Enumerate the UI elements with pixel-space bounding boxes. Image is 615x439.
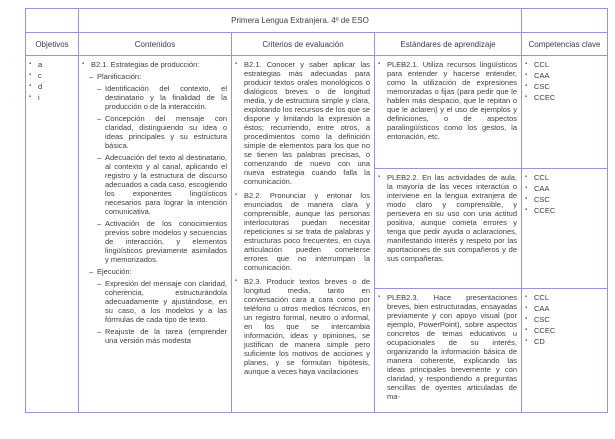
list-item (525, 184, 603, 193)
list-item (97, 219, 227, 264)
item-text: a (38, 60, 43, 69)
objetivos-cell (26, 56, 79, 413)
list-item (525, 337, 603, 346)
dash-icon: – (97, 84, 102, 93)
bullet-icon: ▪ (29, 61, 32, 67)
bullet-icon: ▪ (525, 72, 528, 78)
item-text: B2.3. Producir textos breves o de longitud media, tanto en conversación cara a cara como por teléfono u otros medios técnicos, en un registro formal, neutro o informal, en los que se intercambia información, ideas y opiniones, se justifican de manera simple pero suficiente los motivos de acciones y planes, y se formulan hipótesis, aunque a veces haya vacilaciones (244, 277, 370, 376)
item-text: B2.1. Conocer y saber aplicar las estrategias más adecuadas para producir textos orales monológicos o dialógicos breves o de longitud media, y de estructura simple y clara, explotando los recursos de los que se dispone y limitando la expresión a éstos; recurriendo, entre otros, a procedimientos como la definición simple de elementos para los que no se tienen las palabras precisas, o comenzando de nuevo con una nueva estrategia cuando falla la comunicación. (244, 60, 370, 186)
list-item (89, 267, 227, 276)
column-header-objetivos: Objetivos (26, 33, 79, 56)
list-item (97, 327, 227, 345)
competencias-cell-3 (522, 289, 608, 413)
item-text: Concepción del mensaje con claridad, distinguiendo su idea o ideas principales y su estructura básica. (105, 114, 227, 150)
bullet-icon: ▪ (525, 316, 528, 322)
list-item (235, 277, 370, 376)
criterios-cell (232, 56, 375, 413)
competencias-cell-2 (522, 169, 608, 289)
list-item (97, 279, 227, 324)
column-header-competencias: Competencias clave (522, 33, 608, 56)
item-text: CSC (534, 82, 550, 91)
list-item (525, 304, 603, 313)
bullet-icon: ▪ (29, 94, 32, 100)
list-item (525, 93, 603, 102)
bullet-icon: ▪ (378, 61, 381, 67)
list-item (525, 82, 603, 91)
list-item (378, 173, 517, 263)
item-text: i (38, 93, 40, 102)
bullet-icon: ▪ (525, 338, 528, 344)
dash-icon: – (97, 153, 102, 162)
list-item (235, 191, 370, 272)
header-corner-right (522, 9, 608, 33)
list-item (525, 206, 603, 215)
item-text: CSC (534, 315, 550, 324)
bullet-icon: ▪ (525, 196, 528, 202)
bullet-icon: ▪ (82, 61, 85, 67)
list-item (525, 195, 603, 204)
item-text: CCL (534, 60, 550, 69)
list-item (89, 72, 227, 81)
bullet-icon: ▪ (525, 83, 528, 89)
table-title: Primera Lengua Extranjera. 4º de ESO (79, 9, 522, 33)
list-item (378, 60, 517, 141)
estandar-cell-1 (375, 56, 522, 169)
item-text: B2.1. Estrategias de producción: (91, 60, 200, 69)
item-text: Reajuste de la tarea (emprender una versión más modesta (105, 327, 227, 345)
bullet-icon: ▪ (29, 83, 32, 89)
bullet-icon: ▪ (525, 294, 528, 300)
list-item (29, 93, 74, 102)
list-item (525, 293, 603, 302)
item-text: CCL (534, 293, 550, 302)
bullet-icon: ▪ (525, 305, 528, 311)
bullet-icon: ▪ (378, 294, 381, 300)
item-text: CCL (534, 173, 550, 182)
column-header-criterios: Criterios de evaluación (232, 33, 375, 56)
item-text: CD (534, 337, 545, 346)
list-item (525, 173, 603, 182)
list-item (378, 293, 517, 401)
item-text: CCEC (534, 326, 556, 335)
bullet-icon: ▪ (29, 72, 32, 78)
item-text: PLEB2.1. Utiliza recursos lingüísticos para entender y hacerse entender, como la utilización de expresiones memorizadas o fijas (para pedir que le hablen más despacio, que le repitan o que le aclaren) y el uso de ejemplos y definiciones, o de aspectos paralingüísticos como los gestos, la entonación, etc. (387, 60, 517, 141)
item-text: B2.2. Pronunciar y entonar los enunciados de manera clara y comprensible, aunque las personas interlocutoras puedan necesitar repeticiones si se trata de palabras y estructuras poco frecuentes, en cuya articulación pueden cometerse errores que no interrumpan la comunicación. (244, 191, 370, 272)
list-item (29, 82, 74, 91)
list-item (235, 60, 370, 186)
item-text: Activación de los conocimientos previos sobre modelos y secuencias de interacción, y elementos lingüísticos previamente asimilados y memorizados. (105, 219, 227, 264)
bullet-icon: ▪ (235, 192, 238, 198)
dash-icon: – (97, 327, 102, 336)
item-text: CAA (534, 304, 550, 313)
list-item (525, 60, 603, 69)
bullet-icon: ▪ (235, 61, 238, 67)
list-item (82, 60, 227, 69)
list-item (525, 71, 603, 80)
estandar-cell-3 (375, 289, 522, 413)
list-item (525, 315, 603, 324)
bullet-icon: ▪ (525, 61, 528, 67)
item-text: c (38, 71, 42, 80)
column-header-estandares: Estándares de aprendizaje (375, 33, 522, 56)
header-corner-left (26, 9, 79, 33)
bullet-icon: ▪ (378, 174, 381, 180)
list-item (29, 71, 74, 80)
list-item (97, 153, 227, 216)
bullet-icon: ▪ (525, 174, 528, 180)
curriculum-table (25, 8, 608, 413)
list-item (29, 60, 74, 69)
competencias-cell-1 (522, 56, 608, 169)
dash-icon: – (89, 72, 94, 81)
item-text: Ejecución: (97, 267, 132, 276)
item-text: Adecuación del texto al destinatario, al contexto y al canal, aplicando el registro y la estructura de discurso adecuados a cada caso, escogiendo los exponentes lingüísticos necesarios para lograr la intención comunicativa. (105, 153, 227, 216)
list-item (525, 326, 603, 335)
list-item (97, 114, 227, 150)
column-header-contenidos: Contenidos (79, 33, 232, 56)
item-text: PLEB2.2. En las actividades de aula, la mayoría de las veces interactúa o interviene en la lengua extranjera de modo claro y comprensible, y persevera en su uso con una actitud positiva, aunque cometa errores y tenga que pedir ayuda o aclaraciones, manifestando interés y respeto por las aportaciones de sus compañeros y de sus compañeras. (387, 173, 517, 263)
item-text: Identificación del contexto, el destinatario y la finalidad de la producción o de la interacción. (105, 84, 227, 111)
contenidos-cell (79, 56, 232, 413)
item-text: d (38, 82, 43, 91)
item-text: CSC (534, 195, 550, 204)
item-text: Planificación: (97, 72, 142, 81)
list-item (97, 84, 227, 111)
item-text: PLEB2.3. Hace presentaciones breves, bien estructuradas, ensayadas previamente y con apoyo visual (por ejemplo, PowerPoint), sobre aspectos concretos de temas educativos u ocupacionales de su interés, organizando la información básica de manera coherente, explicando las ideas principales brevemente y con claridad, y respondiendo a preguntas sencillas de oyentes articuladas de ma- (387, 293, 517, 401)
bullet-icon: ▪ (525, 94, 528, 100)
bullet-icon: ▪ (525, 327, 528, 333)
dash-icon: – (89, 267, 94, 276)
bullet-icon: ▪ (235, 278, 238, 284)
dash-icon: – (97, 114, 102, 123)
item-text: CCEC (534, 206, 556, 215)
item-text: CCEC (534, 93, 556, 102)
item-text: CAA (534, 71, 550, 80)
dash-icon: – (97, 279, 102, 288)
item-text: Expresión del mensaje con claridad, coherencia, estructurándola adecuadamente y ajustándose, en su caso, a los modelos y a las fórmulas de cada tipo de texto. (105, 279, 227, 324)
bullet-icon: ▪ (525, 185, 528, 191)
bullet-icon: ▪ (525, 207, 528, 213)
item-text: CAA (534, 184, 550, 193)
estandar-cell-2 (375, 169, 522, 289)
dash-icon: – (97, 219, 102, 228)
